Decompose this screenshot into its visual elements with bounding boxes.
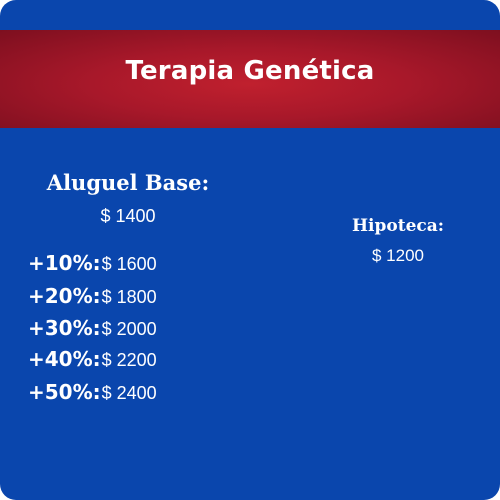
rent-tier-percent: +50%:: [28, 380, 101, 404]
rent-tier-row: [28, 380, 157, 404]
card-title: Terapia Genética: [125, 56, 375, 86]
rent-tier-row: [28, 284, 157, 308]
base-rent-value: $ 1400: [100, 206, 156, 226]
base-rent-label: Aluguel Base:: [46, 170, 210, 195]
rent-tier-value: $ 2000: [101, 319, 157, 339]
rent-tier-percent: +10%:: [28, 251, 101, 275]
rent-tier-value: $ 2400: [101, 383, 157, 403]
rent-tier-value: $ 1800: [101, 287, 157, 307]
rent-tier-row: [28, 347, 157, 371]
rent-tier-value: $ 2200: [101, 350, 157, 370]
mortgage-label: Hipoteca:: [351, 216, 445, 236]
rent-tier-value: $ 1600: [101, 254, 157, 274]
rent-tier-row: [28, 316, 157, 340]
mortgage-value: $ 1200: [372, 246, 424, 265]
rent-tier-percent: +40%:: [28, 347, 101, 371]
rent-tier-percent: +20%:: [28, 284, 101, 308]
rent-tier-row: [28, 251, 157, 275]
rent-tier-percent: +30%:: [28, 316, 101, 340]
